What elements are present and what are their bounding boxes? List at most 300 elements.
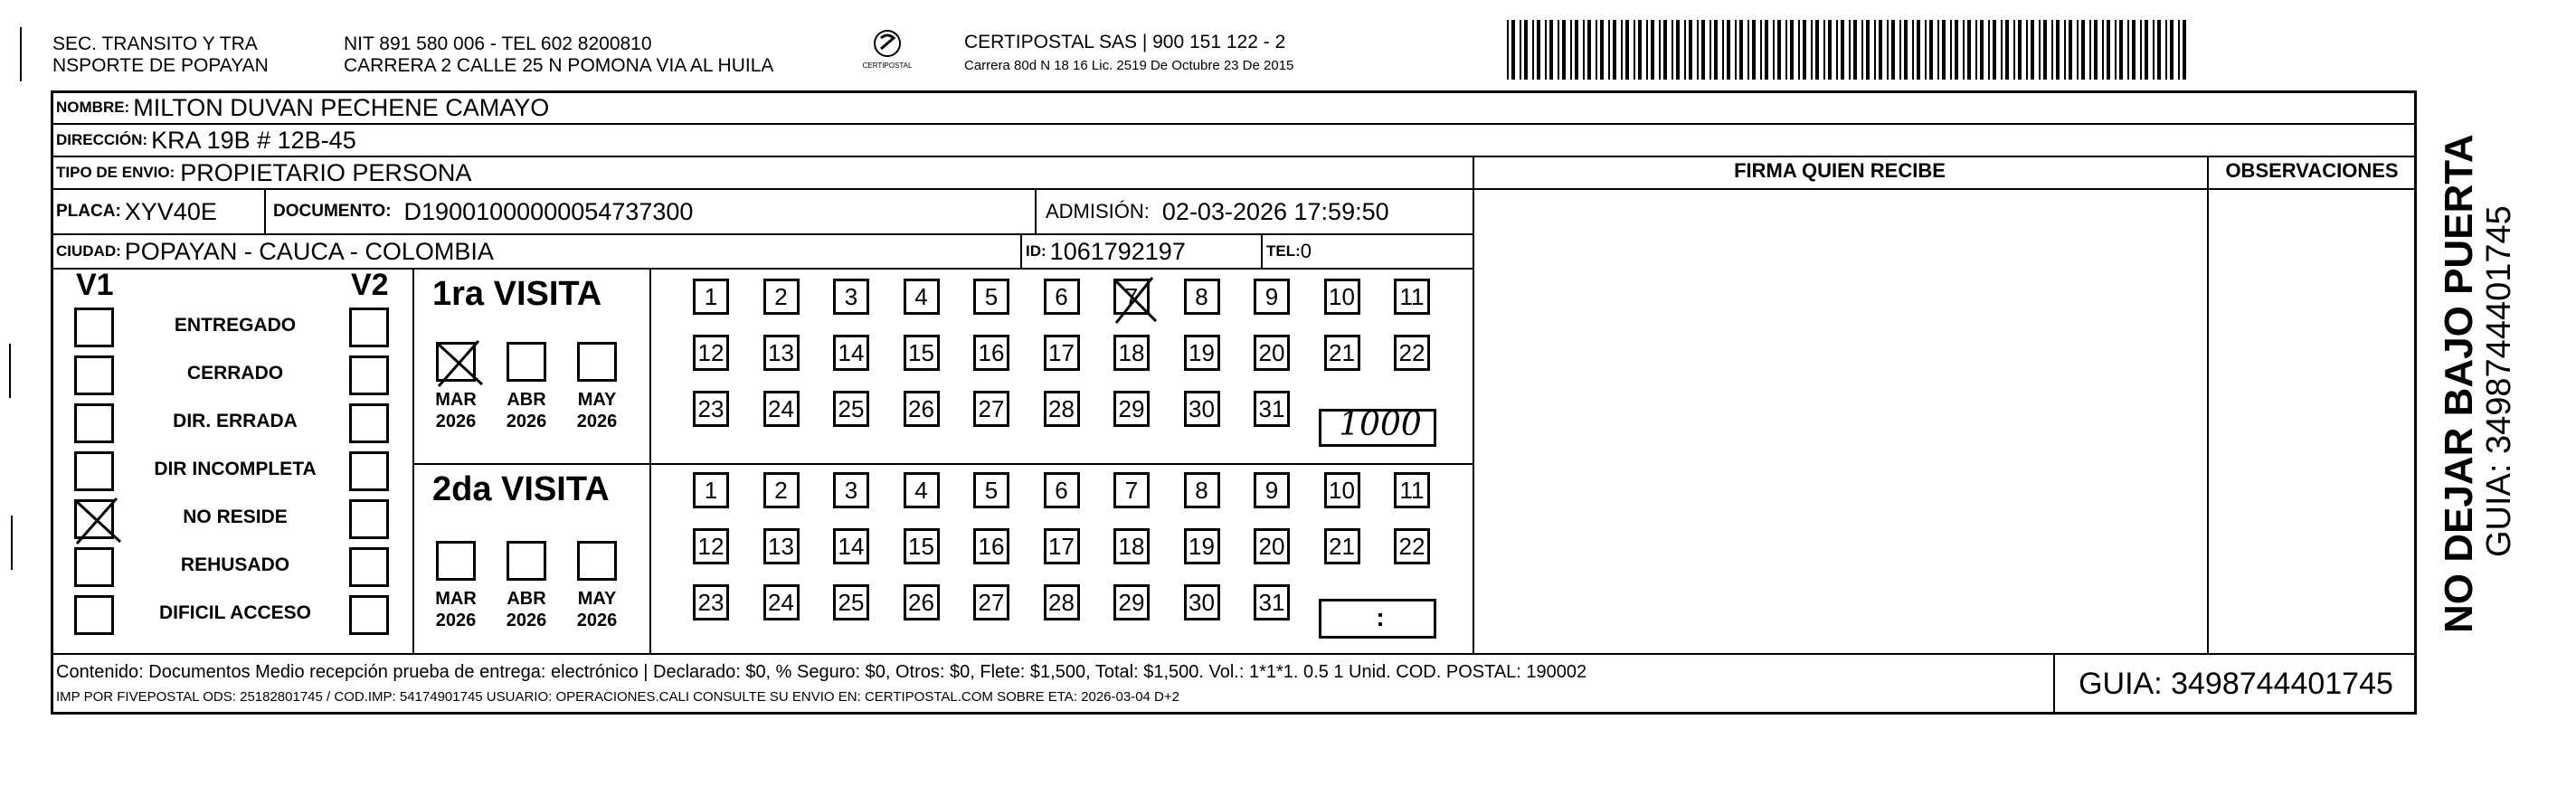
admision-label: ADMISIÓN: bbox=[1046, 200, 1150, 223]
second-visit-time-box[interactable] bbox=[1319, 599, 1436, 639]
barcode-bar bbox=[1963, 20, 1965, 80]
barcode-bar bbox=[2056, 20, 2060, 80]
obs-col-left bbox=[2207, 156, 2209, 653]
ciudad-label: CIUDAD: bbox=[56, 242, 121, 260]
barcode-bar bbox=[1511, 20, 1515, 80]
v1-checkbox[interactable] bbox=[74, 403, 114, 443]
documento-label: DOCUMENTO: bbox=[273, 202, 392, 221]
day-box[interactable] bbox=[1044, 472, 1080, 508]
barcode-bar bbox=[2157, 20, 2161, 80]
day-number: 3 bbox=[844, 282, 858, 310]
day-number: 18 bbox=[1118, 532, 1145, 560]
day-number: 10 bbox=[1329, 282, 1355, 310]
barcode-bar bbox=[2089, 20, 2091, 80]
v2-label: V2 bbox=[351, 268, 389, 302]
id-row bbox=[1026, 234, 1186, 269]
day-number: 16 bbox=[978, 338, 1005, 366]
first-visit-time-box[interactable] bbox=[1319, 406, 1436, 447]
day-number: 18 bbox=[1118, 338, 1145, 366]
v2-checkbox[interactable] bbox=[349, 355, 389, 395]
barcode-bar bbox=[1866, 20, 1870, 80]
barcode-bar bbox=[1689, 20, 1692, 80]
direccion-value: KRA 19B # 12B-45 bbox=[151, 126, 356, 154]
barcode-bar bbox=[1621, 20, 1623, 80]
barcode-bar bbox=[1735, 20, 1737, 80]
day-box[interactable] bbox=[1254, 335, 1290, 371]
barcode-bar bbox=[2170, 20, 2174, 80]
day-box[interactable] bbox=[763, 335, 800, 371]
contenido-line: Contenido: Documentos Medio recepción prueba de entrega: electrónico | Declarado: $0, % Seguro: $0, Otros: $0, Flete: $1,500, Total: $1,500. Vol.: 1*1*1. 0.5 1 Unid. COD. POSTAL: 190002 bbox=[56, 662, 1587, 682]
barcode-bar bbox=[1887, 20, 1889, 80]
barcode-bar bbox=[1524, 20, 1528, 80]
month-label: MAY bbox=[577, 390, 617, 410]
v1-checkbox[interactable] bbox=[74, 547, 114, 587]
month-label: MAR bbox=[435, 390, 477, 410]
day-box[interactable] bbox=[693, 472, 729, 508]
barcode-bar bbox=[1904, 20, 1908, 80]
barcode-bar bbox=[1841, 20, 1844, 80]
day-number: 26 bbox=[908, 394, 934, 422]
barcode-bar bbox=[1722, 20, 1724, 80]
barcode-bar bbox=[2145, 20, 2148, 80]
barcode-bar bbox=[2081, 20, 2085, 80]
sender-line-1: SEC. TRANSITO Y TRA bbox=[52, 33, 258, 54]
first-visit-title: 1ra VISITA bbox=[432, 275, 602, 313]
day-box[interactable] bbox=[693, 335, 729, 371]
barcode-bar bbox=[1663, 20, 1667, 80]
day-number: 27 bbox=[978, 588, 1005, 616]
second-visit-title: 2da VISITA bbox=[432, 470, 610, 508]
v2-checkbox[interactable] bbox=[349, 595, 389, 635]
barcode-bar bbox=[1942, 20, 1946, 80]
day-box[interactable] bbox=[973, 472, 1009, 508]
day-number: 24 bbox=[768, 394, 794, 422]
day-box[interactable] bbox=[763, 391, 800, 427]
day-box[interactable] bbox=[904, 335, 940, 371]
barcode bbox=[1507, 20, 2194, 80]
day-number: 16 bbox=[978, 532, 1005, 560]
month-checkbox[interactable] bbox=[577, 342, 617, 382]
barcode-bar bbox=[1849, 20, 1851, 80]
day-box[interactable] bbox=[1113, 279, 1150, 315]
day-number: 20 bbox=[1258, 338, 1285, 366]
placa-label: PLACA: bbox=[56, 202, 121, 221]
barcode-bar bbox=[2107, 20, 2110, 80]
barcode-bar bbox=[1676, 20, 1680, 80]
day-box[interactable] bbox=[1113, 528, 1150, 564]
year-label: 2026 bbox=[506, 412, 547, 431]
status-option-label: REHUSADO bbox=[180, 554, 290, 575]
day-number: 28 bbox=[1048, 588, 1075, 616]
scan-edge-mark bbox=[20, 27, 22, 81]
day-box[interactable] bbox=[763, 279, 800, 315]
barcode-bar bbox=[2026, 20, 2028, 80]
barcode-bar bbox=[1955, 20, 1958, 80]
day-box[interactable] bbox=[973, 335, 1009, 371]
id-label: ID: bbox=[1026, 242, 1046, 260]
barcode-bar bbox=[2165, 20, 2167, 80]
v2-checkbox[interactable] bbox=[349, 403, 389, 443]
sender-address: CARRERA 2 CALLE 25 N POMONA VIA AL HUILA bbox=[344, 55, 774, 76]
day-number: 30 bbox=[1189, 394, 1215, 422]
day-number: 29 bbox=[1118, 588, 1145, 616]
barcode-bar bbox=[1975, 20, 1977, 80]
barcode-bar bbox=[2153, 20, 2155, 80]
day-number: 14 bbox=[838, 532, 865, 560]
day-number: 6 bbox=[1055, 282, 1068, 310]
barcode-bar bbox=[1562, 20, 1566, 80]
day-box[interactable] bbox=[1394, 279, 1430, 315]
day-box[interactable] bbox=[973, 391, 1009, 427]
status-option-label: ENTREGADO bbox=[174, 315, 297, 336]
placa-divider bbox=[264, 188, 266, 233]
year-label: 2026 bbox=[576, 611, 618, 630]
day-number: 30 bbox=[1189, 588, 1215, 616]
day-number: 22 bbox=[1398, 338, 1425, 366]
day-number: 17 bbox=[1048, 338, 1075, 366]
tipo-envio-value: PROPIETARIO PERSONA bbox=[180, 158, 472, 186]
side-guia: GUIA: 3498744401745 bbox=[2480, 205, 2518, 557]
day-number: 23 bbox=[697, 588, 724, 616]
day-box[interactable] bbox=[693, 584, 729, 620]
imp-line: IMP POR FIVEPOSTAL ODS: 25182801745 / COD.IMP: 54174901745 USUARIO: OPERACIONES.CALI CONSULTE SU ENVIO EN: CERTIPOSTAL.COM SOBRE ETA: 2026-03-04 D+2 bbox=[56, 689, 1179, 705]
v1-label: V1 bbox=[76, 268, 114, 302]
day-number: 27 bbox=[978, 394, 1005, 422]
barcode-bar bbox=[1608, 20, 1610, 80]
barcode-bar bbox=[2115, 20, 2117, 80]
barcode-bar bbox=[2005, 20, 2009, 80]
day-number: 14 bbox=[838, 338, 865, 366]
day-number: 12 bbox=[697, 532, 724, 560]
barcode-bar bbox=[1646, 20, 1648, 80]
footer-guia: GUIA: 3498744401745 bbox=[2079, 666, 2393, 701]
barcode-bar bbox=[2140, 20, 2142, 80]
barcode-bar bbox=[1861, 20, 1863, 80]
barcode-bar bbox=[1613, 20, 1616, 80]
day-box[interactable] bbox=[1044, 391, 1080, 427]
day-box[interactable] bbox=[763, 584, 800, 620]
barcode-bar bbox=[1507, 20, 1509, 80]
day-number: 7 bbox=[1124, 476, 1139, 504]
day-box[interactable] bbox=[1184, 391, 1220, 427]
observaciones-area[interactable] bbox=[2211, 188, 2415, 651]
barcode-bar bbox=[1587, 20, 1591, 80]
day-box[interactable] bbox=[833, 335, 869, 371]
barcode-bar bbox=[1697, 20, 1699, 80]
month-checkbox[interactable] bbox=[436, 342, 476, 382]
day-box[interactable] bbox=[904, 391, 940, 427]
barcode-bar bbox=[1532, 20, 1534, 80]
day-number: 2 bbox=[774, 476, 788, 504]
barcode-bar bbox=[2039, 20, 2041, 80]
day-number: 10 bbox=[1329, 476, 1355, 504]
status-option-label: CERRADO bbox=[186, 363, 284, 384]
day-box[interactable] bbox=[1113, 335, 1150, 371]
year-label: 2026 bbox=[506, 611, 547, 630]
firma-col-left bbox=[1473, 156, 1474, 653]
barcode-bar bbox=[1651, 20, 1654, 80]
day-box[interactable] bbox=[1254, 279, 1290, 315]
barcode-bar bbox=[2178, 20, 2180, 80]
day-box[interactable] bbox=[1113, 391, 1150, 427]
day-box[interactable] bbox=[1394, 472, 1430, 508]
day-box[interactable] bbox=[1254, 528, 1290, 564]
tipo-envio-row bbox=[56, 156, 471, 189]
day-box[interactable] bbox=[1113, 472, 1150, 508]
admision-value: 02-03-2026 17:59:50 bbox=[1161, 197, 1389, 225]
documento-row bbox=[273, 190, 693, 233]
day-box[interactable] bbox=[1254, 472, 1290, 508]
day-number: 13 bbox=[768, 532, 794, 560]
barcode-bar bbox=[1537, 20, 1540, 80]
barcode-bar bbox=[2069, 20, 2072, 80]
barcode-bar bbox=[1874, 20, 1876, 80]
barcode-bar bbox=[1765, 20, 1768, 80]
day-box[interactable] bbox=[1324, 335, 1360, 371]
barcode-bar bbox=[1549, 20, 1553, 80]
day-box[interactable] bbox=[833, 528, 869, 564]
day-box[interactable] bbox=[693, 391, 729, 427]
day-number: 1 bbox=[704, 476, 718, 504]
day-number: 24 bbox=[768, 588, 794, 616]
day-number: 15 bbox=[908, 338, 934, 366]
day-box[interactable] bbox=[1184, 528, 1220, 564]
certipostal-logo bbox=[856, 25, 919, 78]
observaciones-label: OBSERVACIONES bbox=[2225, 159, 2399, 182]
day-box[interactable] bbox=[1394, 335, 1430, 371]
year-label: 2026 bbox=[576, 412, 618, 431]
day-box[interactable] bbox=[973, 528, 1009, 564]
day-number: 13 bbox=[768, 338, 794, 366]
barcode-bar bbox=[1917, 20, 1920, 80]
day-box[interactable] bbox=[973, 584, 1009, 620]
tel-value: 0 bbox=[1300, 240, 1312, 262]
barcode-bar bbox=[2064, 20, 2066, 80]
status-option-label: DIFICIL ACCESO bbox=[158, 602, 311, 623]
barcode-bar bbox=[2001, 20, 2003, 80]
day-box[interactable] bbox=[1113, 584, 1150, 620]
v2-checkbox[interactable] bbox=[349, 547, 389, 587]
day-box[interactable] bbox=[1184, 335, 1220, 371]
barcode-bar bbox=[2102, 20, 2104, 80]
status-option-label: NO RESIDE bbox=[183, 507, 288, 527]
day-box[interactable] bbox=[904, 472, 940, 508]
day-number: 11 bbox=[1399, 476, 1425, 504]
day-box[interactable] bbox=[1044, 584, 1080, 620]
day-box[interactable] bbox=[904, 279, 940, 315]
barcode-bar bbox=[1853, 20, 1857, 80]
barcode-bar bbox=[1993, 20, 1996, 80]
v1-checkbox[interactable] bbox=[74, 499, 114, 539]
day-number: 20 bbox=[1258, 532, 1285, 560]
barcode-bar bbox=[1828, 20, 1832, 80]
month-label: MAR bbox=[435, 589, 477, 609]
day-box[interactable] bbox=[1394, 528, 1430, 564]
v1-checkbox[interactable] bbox=[74, 595, 114, 635]
barcode-bar bbox=[1583, 20, 1585, 80]
barcode-bar bbox=[1899, 20, 1901, 80]
barcode-bar bbox=[1785, 20, 1787, 80]
day-box[interactable] bbox=[1044, 279, 1080, 315]
barcode-bar bbox=[2013, 20, 2015, 80]
month-label: MAY bbox=[577, 589, 617, 609]
first-visit-time-handwritten: 1000 bbox=[1339, 406, 1422, 443]
barcode-bar bbox=[1760, 20, 1762, 80]
day-number: 4 bbox=[914, 282, 928, 310]
day-box[interactable] bbox=[1184, 279, 1220, 315]
status-option-label: DIR. ERRADA bbox=[173, 411, 298, 431]
day-number: 22 bbox=[1398, 532, 1425, 560]
day-box[interactable] bbox=[1184, 584, 1220, 620]
day-box[interactable] bbox=[693, 528, 729, 564]
day-number: 21 bbox=[1329, 338, 1355, 366]
barcode-bar bbox=[2043, 20, 2047, 80]
day-box[interactable] bbox=[693, 279, 729, 315]
tel-row bbox=[1266, 234, 1312, 269]
day-number: 8 bbox=[1195, 282, 1208, 310]
day-number: 25 bbox=[838, 588, 865, 616]
barcode-bar bbox=[1739, 20, 1743, 80]
checked-x-icon bbox=[433, 339, 484, 386]
day-number: 5 bbox=[984, 282, 999, 310]
barcode-bar bbox=[2183, 20, 2186, 80]
barcode-bar bbox=[2119, 20, 2123, 80]
company-line-2: Carrera 80d N 18 16 Lic. 2519 De Octubre 23 De 2015 bbox=[964, 58, 1294, 73]
day-box[interactable] bbox=[833, 279, 869, 315]
barcode-bar bbox=[1988, 20, 1990, 80]
year-label: 2026 bbox=[435, 412, 477, 431]
barcode-bar bbox=[1659, 20, 1661, 80]
barcode-bar bbox=[1747, 20, 1749, 80]
barcode-bar bbox=[1570, 20, 1572, 80]
barcode-bar bbox=[1520, 20, 1521, 80]
day-number: 12 bbox=[697, 338, 724, 366]
placa-value: XYV40E bbox=[124, 197, 217, 225]
month-label: ABR bbox=[507, 589, 546, 609]
second-visit-time-placeholder: : bbox=[1376, 603, 1385, 631]
barcode-bar bbox=[1558, 20, 1559, 80]
barcode-bar bbox=[1752, 20, 1756, 80]
barcode-bar bbox=[1709, 20, 1711, 80]
barcode-bar bbox=[2094, 20, 2098, 80]
barcode-bar bbox=[2031, 20, 2034, 80]
barcode-bar bbox=[1672, 20, 1673, 80]
v1-checkbox[interactable] bbox=[74, 355, 114, 395]
month-checkbox[interactable] bbox=[507, 342, 546, 382]
month-label: ABR bbox=[507, 390, 546, 410]
barcode-bar bbox=[1929, 20, 1933, 80]
day-box[interactable] bbox=[1184, 472, 1220, 508]
month-checkbox[interactable] bbox=[507, 541, 546, 581]
day-number: 5 bbox=[984, 476, 999, 504]
day-number: 19 bbox=[1189, 338, 1215, 366]
no-dejar-warning: NO DEJAR BAJO PUERTA bbox=[2437, 134, 2481, 633]
day-box[interactable] bbox=[1324, 279, 1360, 315]
barcode-bar bbox=[1714, 20, 1718, 80]
day-box[interactable] bbox=[833, 584, 869, 620]
checked-x-icon bbox=[71, 497, 122, 544]
company-line-1: CERTIPOSTAL SAS | 900 151 122 - 2 bbox=[964, 32, 1286, 52]
barcode-bar bbox=[1575, 20, 1578, 80]
day-box[interactable] bbox=[763, 472, 800, 508]
barcode-bar bbox=[1790, 20, 1794, 80]
day-number: 19 bbox=[1189, 532, 1215, 560]
day-number: 15 bbox=[908, 532, 934, 560]
day-box[interactable] bbox=[1044, 528, 1080, 564]
barcode-bar bbox=[1925, 20, 1927, 80]
v2-checkbox[interactable] bbox=[349, 308, 389, 347]
tel-label: TEL: bbox=[1266, 242, 1301, 260]
barcode-bar bbox=[1634, 20, 1635, 80]
logo-icon bbox=[856, 25, 919, 78]
signature-area[interactable] bbox=[1476, 188, 2205, 651]
day-number: 8 bbox=[1195, 476, 1208, 504]
barcode-bar bbox=[2051, 20, 2053, 80]
scan-edge-mark bbox=[11, 516, 13, 570]
visits-divider bbox=[412, 463, 1473, 465]
nombre-value: MILTON DUVAN PECHENE CAMAYO bbox=[133, 93, 550, 121]
day-box[interactable] bbox=[763, 528, 800, 564]
day-box[interactable] bbox=[904, 584, 940, 620]
barcode-bar bbox=[2132, 20, 2136, 80]
v1-checkbox[interactable] bbox=[74, 451, 114, 491]
placa-row bbox=[56, 190, 217, 233]
barcode-bars bbox=[1507, 20, 2194, 80]
v1-checkbox[interactable] bbox=[74, 308, 114, 347]
day-number: 25 bbox=[838, 394, 865, 422]
barcode-bar bbox=[1803, 20, 1806, 80]
tipo-envio-label: TIPO DE ENVIO: bbox=[56, 164, 175, 181]
day-box[interactable] bbox=[833, 472, 869, 508]
day-box[interactable] bbox=[1324, 528, 1360, 564]
direccion-row bbox=[56, 124, 356, 156]
v2-checkbox[interactable] bbox=[349, 451, 389, 491]
day-number: 11 bbox=[1399, 282, 1425, 310]
day-box[interactable] bbox=[1324, 472, 1360, 508]
nit-line: NIT 891 580 006 - TEL 602 8200810 bbox=[344, 33, 652, 54]
day-box[interactable] bbox=[1044, 335, 1080, 371]
barcode-bar bbox=[1600, 20, 1604, 80]
day-box[interactable] bbox=[833, 391, 869, 427]
day-number: 23 bbox=[697, 394, 724, 422]
day-number: 1 bbox=[704, 282, 718, 310]
day-box[interactable] bbox=[1254, 391, 1290, 427]
sender-line-2: NSPORTE DE POPAYAN bbox=[52, 55, 269, 76]
day-number: 31 bbox=[1258, 588, 1285, 616]
barcode-bar bbox=[1798, 20, 1800, 80]
v2-checkbox[interactable] bbox=[349, 499, 389, 539]
day-number: 2 bbox=[774, 282, 788, 310]
barcode-bar bbox=[1811, 20, 1813, 80]
day-box[interactable] bbox=[1254, 584, 1290, 620]
barcode-bar bbox=[1879, 20, 1882, 80]
barcode-bar bbox=[1980, 20, 1984, 80]
day-number: 31 bbox=[1258, 394, 1285, 422]
tel-divider bbox=[1261, 233, 1263, 268]
day-box[interactable] bbox=[973, 279, 1009, 315]
barcode-bar bbox=[1684, 20, 1686, 80]
documento-value: D19001000000054737300 bbox=[403, 197, 694, 225]
day-number: 26 bbox=[908, 588, 934, 616]
day-number: 29 bbox=[1118, 394, 1145, 422]
day-box[interactable] bbox=[904, 528, 940, 564]
month-checkbox[interactable] bbox=[577, 541, 617, 581]
barcode-bar bbox=[1625, 20, 1629, 80]
ciudad-value: POPAYAN - CAUCA - COLOMBIA bbox=[124, 237, 494, 265]
barcode-bar bbox=[1701, 20, 1705, 80]
ciudad-row bbox=[56, 234, 494, 269]
month-checkbox[interactable] bbox=[436, 541, 476, 581]
